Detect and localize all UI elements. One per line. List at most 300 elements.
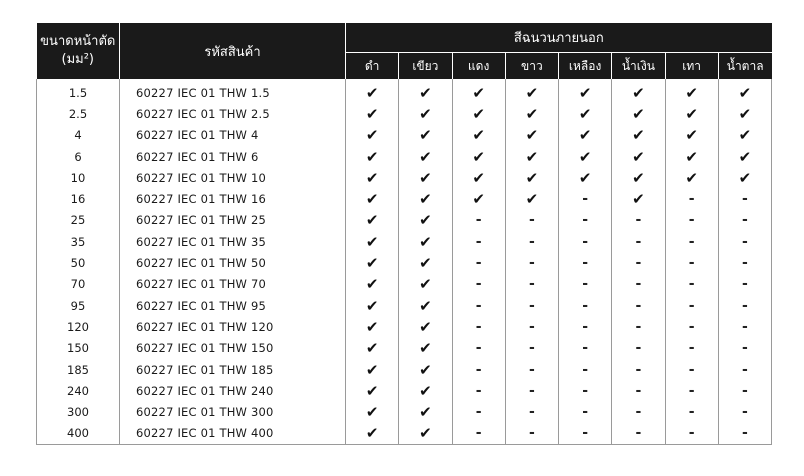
check-icon: ✔: [738, 126, 752, 145]
cell-availability: [505, 103, 558, 124]
table-body: [37, 79, 772, 445]
check-icon: ✔: [685, 147, 698, 166]
header-color-yellow: เหลือง: [559, 53, 612, 80]
cell-availability: [718, 146, 771, 167]
cell-availability: [718, 188, 771, 209]
cell-availability: [399, 103, 452, 124]
cell-availability: [612, 231, 665, 252]
dash-icon: -: [741, 425, 748, 442]
dash-icon: -: [475, 233, 482, 250]
check-icon: ✔: [578, 147, 592, 166]
table-row: [37, 423, 772, 445]
cell-availability: [452, 401, 505, 422]
dash-icon: -: [528, 255, 535, 272]
table-row: [37, 79, 772, 103]
cell-availability: [665, 316, 718, 337]
cell-availability: [346, 423, 399, 445]
dash-icon: -: [475, 276, 482, 293]
cell-availability: [665, 380, 718, 401]
check-icon: ✔: [365, 339, 379, 358]
cell-availability: [505, 359, 558, 380]
cell-availability: [665, 103, 718, 124]
header-color-green: เขียว: [399, 53, 452, 80]
check-icon: ✔: [472, 104, 485, 123]
table-row: [37, 188, 772, 209]
cell-availability: [718, 380, 771, 401]
dash-icon: -: [475, 382, 482, 399]
dash-icon: -: [582, 382, 589, 399]
check-icon: ✔: [365, 424, 379, 443]
cell-availability: [346, 338, 399, 359]
cell-availability: [452, 274, 505, 295]
cell-availability: [559, 380, 612, 401]
dash-icon: -: [688, 382, 695, 399]
check-icon: ✔: [685, 126, 698, 145]
cell-availability: [559, 79, 612, 103]
check-icon: ✔: [685, 104, 698, 123]
cell-availability: [346, 252, 399, 273]
cell-availability: [665, 125, 718, 146]
cell-size: 185: [37, 359, 120, 380]
cell-availability: [452, 103, 505, 124]
check-icon: ✔: [365, 317, 379, 336]
cell-size: 10: [37, 167, 120, 188]
cell-availability: [612, 210, 665, 231]
table-row: [37, 316, 772, 337]
dash-icon: -: [582, 276, 589, 293]
cell-availability: [559, 125, 612, 146]
cell-availability: [612, 274, 665, 295]
dash-icon: -: [475, 318, 482, 335]
dash-icon: -: [688, 255, 695, 272]
cell-availability: [399, 210, 452, 231]
cell-availability: [346, 231, 399, 252]
cell-availability: [559, 423, 612, 445]
table-row: [37, 380, 772, 401]
check-icon: ✔: [632, 83, 645, 102]
cell-availability: [559, 295, 612, 316]
cell-availability: [452, 252, 505, 273]
cell-availability: [718, 125, 771, 146]
cell-product-code: 60227 IEC 01 THW 35: [120, 231, 346, 252]
cell-product-code: 60227 IEC 01 THW 300: [120, 401, 346, 422]
table-row: [37, 167, 772, 188]
table-header: [37, 23, 772, 79]
dash-icon: -: [741, 340, 748, 357]
dash-icon: -: [741, 191, 748, 208]
table-row: [37, 231, 772, 252]
check-icon: ✔: [365, 104, 379, 123]
check-icon: ✔: [419, 254, 432, 273]
cell-availability: [665, 231, 718, 252]
cell-availability: [612, 338, 665, 359]
check-icon: ✔: [419, 360, 432, 379]
header-color-grey: เทา: [665, 53, 718, 80]
cell-product-code: 60227 IEC 01 THW 50: [120, 252, 346, 273]
dash-icon: -: [582, 233, 589, 250]
cell-availability: [665, 252, 718, 273]
cell-availability: [452, 295, 505, 316]
check-icon: ✔: [419, 296, 432, 315]
cell-size: 35: [37, 231, 120, 252]
cell-availability: [559, 338, 612, 359]
dash-icon: -: [475, 340, 482, 357]
cable-spec-table-container: [36, 23, 771, 445]
cell-availability: [505, 252, 558, 273]
cell-availability: [399, 274, 452, 295]
check-icon: ✔: [525, 104, 539, 123]
dash-icon: -: [475, 255, 482, 272]
header-size-label: ขนาดหน้าตัด: [40, 34, 116, 49]
dash-icon: -: [688, 340, 695, 357]
dash-icon: -: [475, 425, 482, 442]
cell-size: 16: [37, 188, 120, 209]
check-icon: ✔: [525, 190, 539, 209]
cell-availability: [452, 146, 505, 167]
check-icon: ✔: [472, 126, 485, 145]
cell-size: 300: [37, 401, 120, 422]
check-icon: ✔: [632, 126, 645, 145]
cell-availability: [718, 210, 771, 231]
cell-size: 240: [37, 380, 120, 401]
dash-icon: -: [741, 297, 748, 314]
cell-availability: [612, 103, 665, 124]
cell-availability: [612, 146, 665, 167]
check-icon: ✔: [525, 147, 539, 166]
cell-availability: [399, 146, 452, 167]
cell-availability: [612, 252, 665, 273]
dash-icon: -: [688, 297, 695, 314]
dash-icon: -: [528, 340, 535, 357]
cell-product-code: 60227 IEC 01 THW 16: [120, 188, 346, 209]
cell-availability: [399, 380, 452, 401]
cell-availability: [665, 274, 718, 295]
header-product-code: รหัสสินค้า: [120, 23, 346, 79]
cell-availability: [612, 188, 665, 209]
header-color-black: ดำ: [346, 53, 399, 80]
cell-size: 70: [37, 274, 120, 295]
cell-availability: [505, 380, 558, 401]
cell-availability: [612, 125, 665, 146]
table-row: [37, 103, 772, 124]
dash-icon: -: [635, 276, 642, 293]
cell-availability: [718, 231, 771, 252]
dash-icon: -: [741, 276, 748, 293]
dash-icon: -: [528, 361, 535, 378]
dash-icon: -: [635, 297, 642, 314]
cell-availability: [559, 359, 612, 380]
dash-icon: -: [635, 404, 642, 421]
header-size-unit: (มม²): [61, 52, 94, 67]
check-icon: ✔: [578, 104, 592, 123]
cell-availability: [718, 274, 771, 295]
cell-availability: [559, 316, 612, 337]
check-icon: ✔: [365, 147, 379, 166]
dash-icon: -: [688, 425, 695, 442]
cell-availability: [346, 359, 399, 380]
dash-icon: -: [688, 233, 695, 250]
check-icon: ✔: [685, 168, 698, 187]
check-icon: ✔: [632, 190, 645, 209]
dash-icon: -: [528, 212, 535, 229]
dash-icon: -: [688, 404, 695, 421]
dash-icon: -: [528, 404, 535, 421]
cell-availability: [718, 338, 771, 359]
dash-icon: -: [475, 297, 482, 314]
cell-availability: [399, 401, 452, 422]
cell-product-code: 60227 IEC 01 THW 95: [120, 295, 346, 316]
dash-icon: -: [582, 404, 589, 421]
cell-availability: [559, 231, 612, 252]
dash-icon: -: [741, 361, 748, 378]
check-icon: ✔: [365, 83, 379, 102]
check-icon: ✔: [578, 168, 592, 187]
dash-icon: -: [635, 212, 642, 229]
check-icon: ✔: [419, 339, 432, 358]
check-icon: ✔: [578, 126, 592, 145]
cell-availability: [346, 295, 399, 316]
check-icon: ✔: [419, 275, 432, 294]
cell-availability: [399, 188, 452, 209]
cell-availability: [665, 188, 718, 209]
cell-size: 95: [37, 295, 120, 316]
cell-availability: [559, 188, 612, 209]
dash-icon: -: [528, 425, 535, 442]
cell-size: 6: [37, 146, 120, 167]
dash-icon: -: [635, 361, 642, 378]
dash-icon: -: [635, 255, 642, 272]
check-icon: ✔: [472, 168, 485, 187]
check-icon: ✔: [365, 190, 379, 209]
cell-availability: [612, 295, 665, 316]
cell-availability: [718, 79, 771, 103]
dash-icon: -: [688, 212, 695, 229]
check-icon: ✔: [525, 168, 539, 187]
check-icon: ✔: [365, 211, 379, 230]
cell-availability: [505, 401, 558, 422]
cable-spec-table: [36, 23, 772, 445]
check-icon: ✔: [365, 296, 379, 315]
cell-availability: [346, 79, 399, 103]
dash-icon: -: [528, 276, 535, 293]
cell-product-code: 60227 IEC 01 THW 400: [120, 423, 346, 445]
cell-size: 1.5: [37, 79, 120, 103]
cell-availability: [559, 210, 612, 231]
table-row: [37, 210, 772, 231]
check-icon: ✔: [365, 168, 379, 187]
dash-icon: -: [741, 404, 748, 421]
dash-icon: -: [635, 382, 642, 399]
cell-product-code: 60227 IEC 01 THW 6: [120, 146, 346, 167]
dash-icon: -: [741, 255, 748, 272]
cell-availability: [399, 125, 452, 146]
header-color-white: ขาว: [505, 53, 558, 80]
cell-availability: [612, 316, 665, 337]
dash-icon: -: [741, 212, 748, 229]
cell-availability: [665, 295, 718, 316]
cell-product-code: 60227 IEC 01 THW 150: [120, 338, 346, 359]
dash-icon: -: [582, 361, 589, 378]
table-row: [37, 125, 772, 146]
cell-availability: [399, 359, 452, 380]
dash-icon: -: [475, 361, 482, 378]
cell-availability: [718, 167, 771, 188]
cell-availability: [452, 316, 505, 337]
cell-availability: [399, 167, 452, 188]
check-icon: ✔: [365, 126, 379, 145]
cell-availability: [346, 146, 399, 167]
check-icon: ✔: [419, 424, 432, 443]
cell-product-code: 60227 IEC 01 THW 25: [120, 210, 346, 231]
dash-icon: -: [688, 361, 695, 378]
check-icon: ✔: [738, 168, 752, 187]
cell-availability: [612, 423, 665, 445]
check-icon: ✔: [632, 147, 645, 166]
cell-availability: [505, 79, 558, 103]
table-row: [37, 359, 772, 380]
cell-availability: [718, 401, 771, 422]
dash-icon: -: [528, 382, 535, 399]
cell-availability: [718, 103, 771, 124]
cell-availability: [718, 295, 771, 316]
cell-availability: [452, 338, 505, 359]
cell-availability: [718, 423, 771, 445]
cell-availability: [559, 252, 612, 273]
header-insulation-color-group: สีฉนวนภายนอก: [346, 23, 772, 53]
cell-availability: [612, 380, 665, 401]
dash-icon: -: [528, 233, 535, 250]
table-row: [37, 338, 772, 359]
cell-size: 50: [37, 252, 120, 273]
cell-availability: [346, 401, 399, 422]
check-icon: ✔: [419, 317, 432, 336]
cell-availability: [665, 167, 718, 188]
dash-icon: -: [635, 318, 642, 335]
check-icon: ✔: [525, 83, 539, 102]
cell-availability: [346, 125, 399, 146]
check-icon: ✔: [472, 147, 485, 166]
table-row: [37, 252, 772, 273]
cell-availability: [399, 423, 452, 445]
cell-product-code: 60227 IEC 01 THW 185: [120, 359, 346, 380]
check-icon: ✔: [419, 83, 432, 102]
cell-availability: [346, 188, 399, 209]
cell-availability: [612, 359, 665, 380]
cell-availability: [612, 79, 665, 103]
cell-product-code: 60227 IEC 01 THW 1.5: [120, 79, 346, 103]
check-icon: ✔: [685, 83, 698, 102]
cell-availability: [665, 401, 718, 422]
cell-size: 120: [37, 316, 120, 337]
cell-product-code: 60227 IEC 01 THW 120: [120, 316, 346, 337]
cell-availability: [505, 210, 558, 231]
cell-availability: [665, 359, 718, 380]
cell-size: 2.5: [37, 103, 120, 124]
cell-size: 150: [37, 338, 120, 359]
cell-availability: [505, 338, 558, 359]
check-icon: ✔: [578, 83, 592, 102]
cell-availability: [505, 295, 558, 316]
cell-availability: [399, 252, 452, 273]
dash-icon: -: [582, 425, 589, 442]
dash-icon: -: [688, 318, 695, 335]
cell-availability: [452, 79, 505, 103]
table-row: [37, 146, 772, 167]
check-icon: ✔: [632, 104, 645, 123]
header-color-brown: น้ำตาล: [718, 53, 771, 80]
cell-availability: [346, 274, 399, 295]
cell-product-code: 60227 IEC 01 THW 2.5: [120, 103, 346, 124]
table-row: [37, 295, 772, 316]
cell-availability: [665, 423, 718, 445]
dash-icon: -: [475, 212, 482, 229]
dash-icon: -: [475, 404, 482, 421]
dash-icon: -: [635, 425, 642, 442]
check-icon: ✔: [738, 83, 752, 102]
cell-availability: [665, 79, 718, 103]
cell-availability: [452, 188, 505, 209]
cell-availability: [559, 103, 612, 124]
cell-availability: [452, 423, 505, 445]
cell-availability: [452, 380, 505, 401]
cell-availability: [399, 79, 452, 103]
dash-icon: -: [528, 318, 535, 335]
cell-availability: [612, 167, 665, 188]
cell-availability: [559, 167, 612, 188]
dash-icon: -: [741, 233, 748, 250]
check-icon: ✔: [365, 403, 379, 422]
table-row: [37, 401, 772, 422]
dash-icon: -: [741, 318, 748, 335]
check-icon: ✔: [365, 381, 379, 400]
cell-availability: [346, 210, 399, 231]
check-icon: ✔: [419, 126, 432, 145]
cell-availability: [612, 401, 665, 422]
cell-availability: [559, 274, 612, 295]
cell-availability: [452, 125, 505, 146]
cell-product-code: 60227 IEC 01 THW 4: [120, 125, 346, 146]
cell-availability: [399, 316, 452, 337]
dash-icon: -: [635, 233, 642, 250]
dash-icon: -: [582, 191, 589, 208]
table-row: [37, 274, 772, 295]
dash-icon: -: [688, 276, 695, 293]
cell-availability: [505, 167, 558, 188]
cell-availability: [452, 231, 505, 252]
cell-availability: [346, 316, 399, 337]
cell-availability: [718, 359, 771, 380]
cell-availability: [452, 359, 505, 380]
dash-icon: -: [635, 340, 642, 357]
check-icon: ✔: [419, 403, 432, 422]
dash-icon: -: [582, 212, 589, 229]
cell-availability: [505, 274, 558, 295]
check-icon: ✔: [365, 275, 379, 294]
cell-availability: [665, 338, 718, 359]
check-icon: ✔: [472, 83, 485, 102]
check-icon: ✔: [738, 147, 752, 166]
dash-icon: -: [582, 340, 589, 357]
cell-availability: [346, 103, 399, 124]
cell-availability: [505, 188, 558, 209]
dash-icon: -: [582, 318, 589, 335]
check-icon: ✔: [365, 254, 379, 273]
header-color-blue: น้ำเงิน: [612, 53, 665, 80]
check-icon: ✔: [738, 104, 752, 123]
header-color-red: แดง: [452, 53, 505, 80]
check-icon: ✔: [419, 190, 432, 209]
cell-availability: [559, 146, 612, 167]
